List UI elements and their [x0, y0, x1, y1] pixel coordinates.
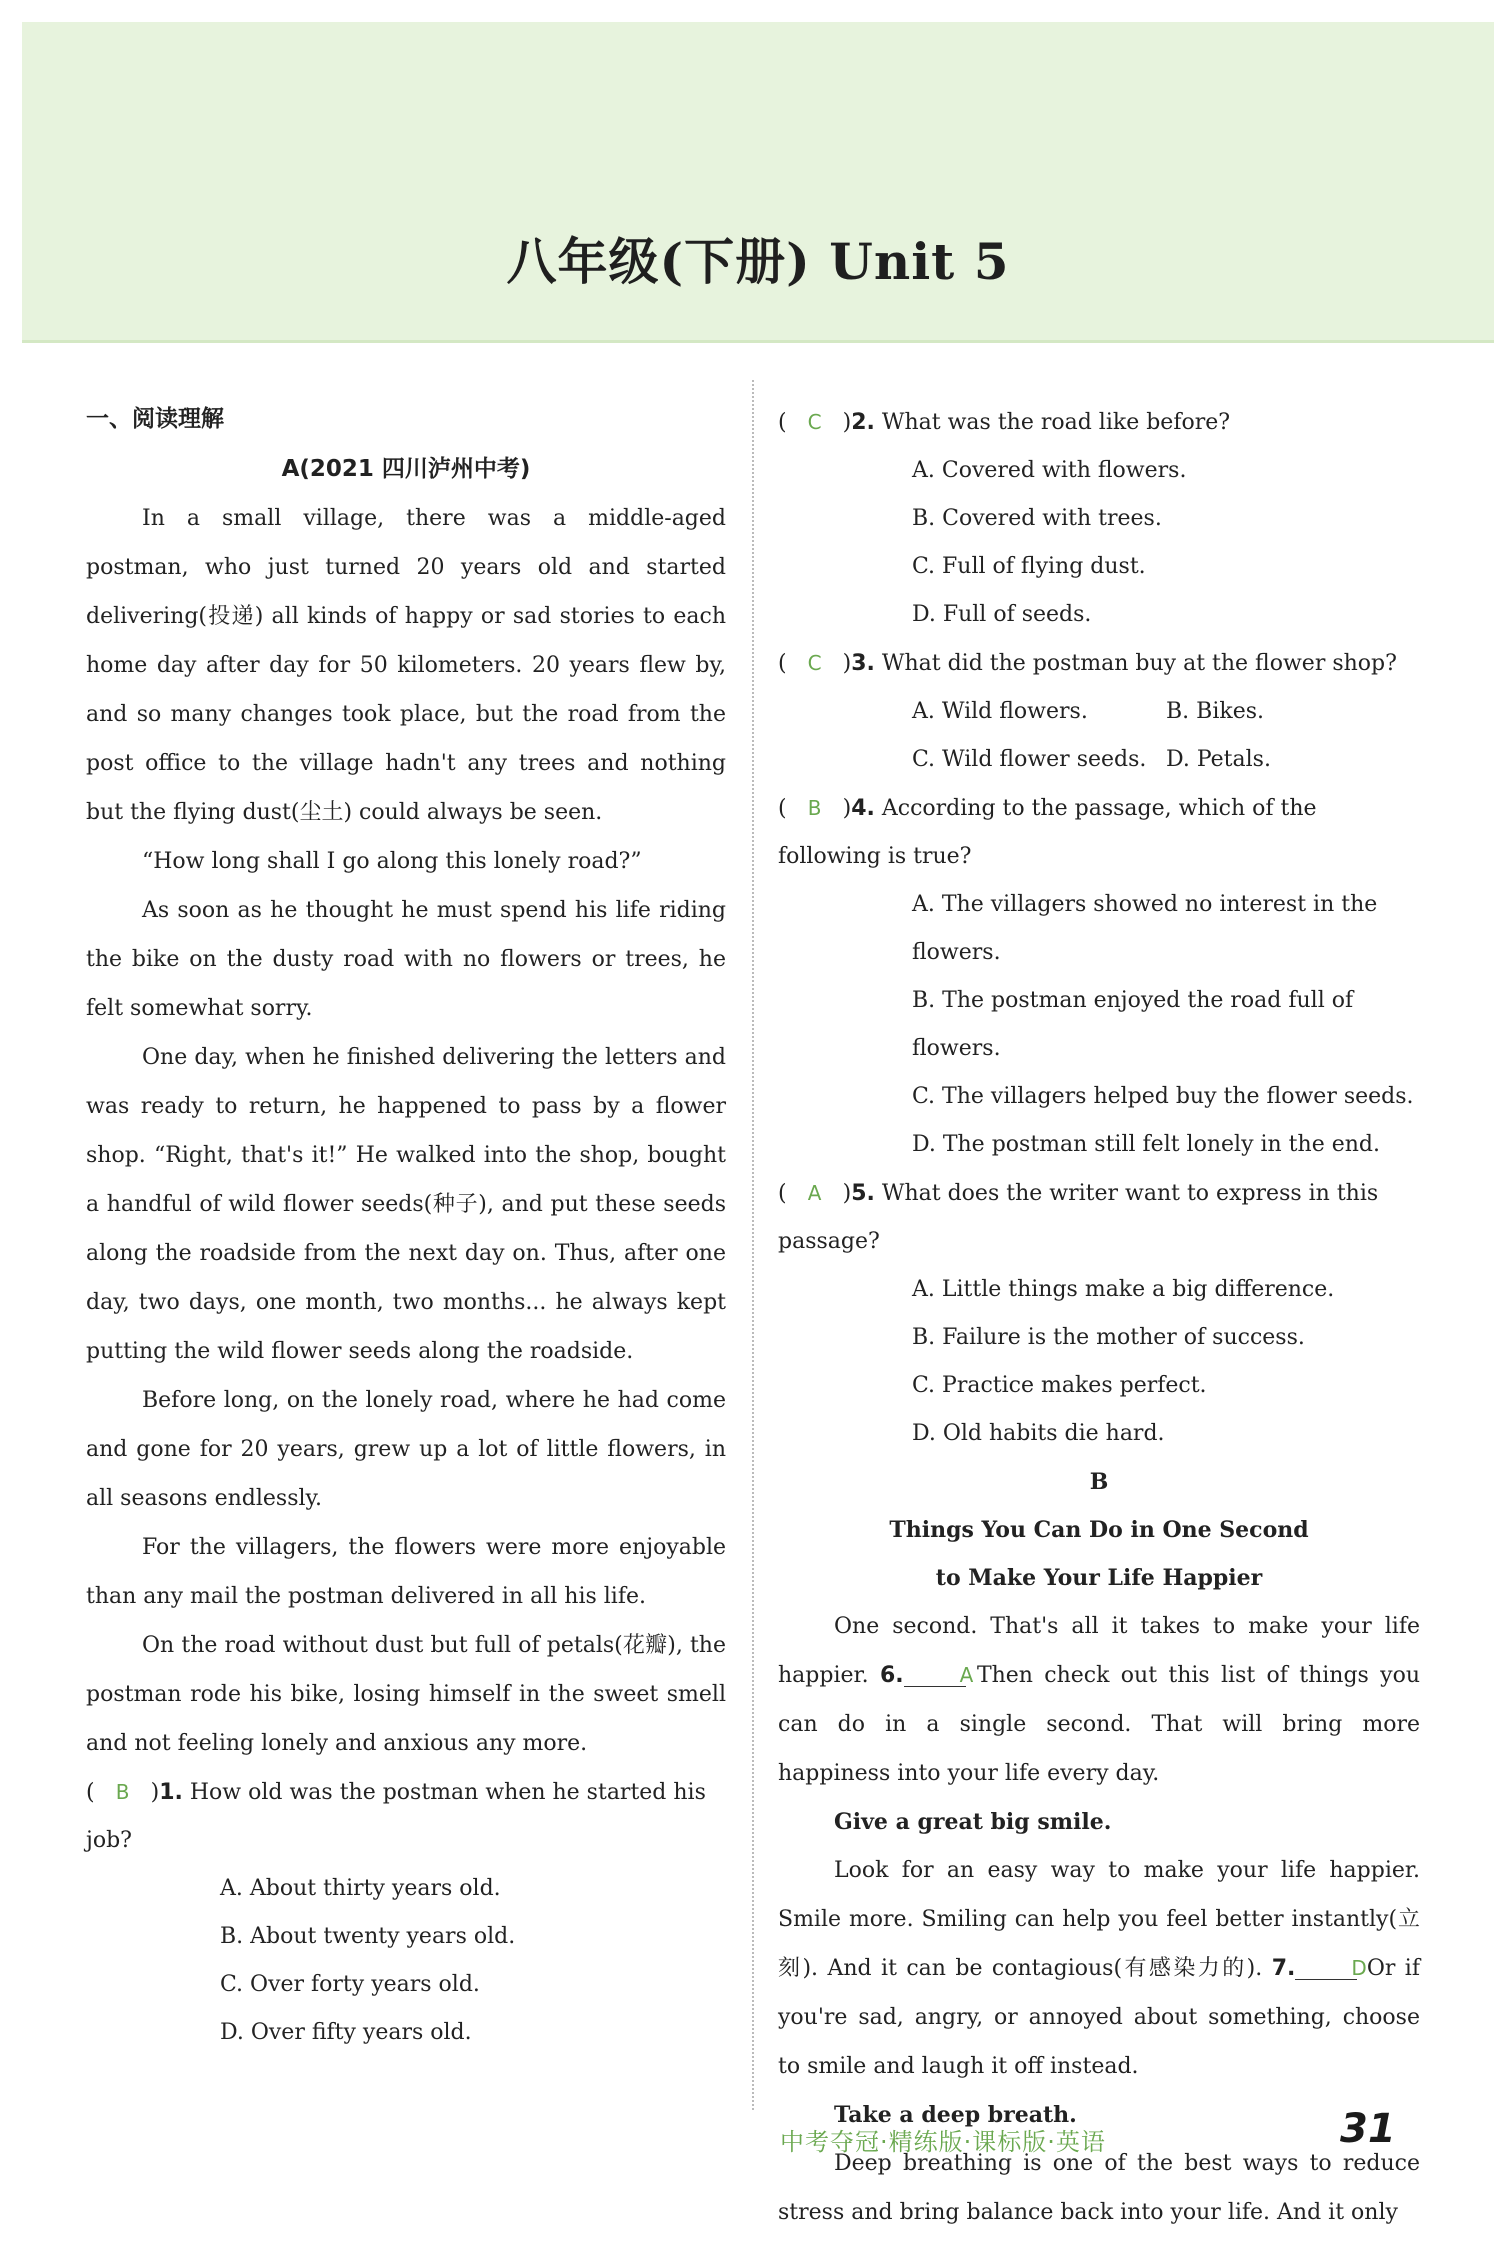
page-number: 31: [1340, 2106, 1396, 2152]
passage-a-paragraph: One day, when he finished delivering the letters and was ready to return, he happened to pass by a flower shop. “Right, that's it!” He walked into the shop, bought a handful of wild flower seeds(种子), and put these seeds along the roadside from the next day on. Thus, after one day, two days, one month, two months... he always kept putting the wild flower seeds along the roadside.: [86, 1045, 726, 1364]
option: B. Bikes.: [1166, 699, 1264, 724]
option-row: [912, 688, 1420, 736]
passage-b-heading: Give a great big smile.: [834, 1809, 1112, 1835]
option-row: [912, 736, 1420, 784]
passage-b-paragraph: Deep breathing is one of the best ways to reduce stress and bring balance back into your life. And it only: [778, 2151, 1420, 2225]
option: A. Little things make a big difference.: [912, 1277, 1335, 1302]
footer-text: 中考夺冠·精练版·课标版·英语: [780, 2128, 1106, 2156]
answer-1[interactable]: B: [115, 1780, 130, 1804]
option: D. The postman still felt lonely in the end.: [912, 1132, 1380, 1157]
question-5: ( A )5. What does the writer want to express in this passage?: [778, 1169, 1420, 1266]
option: B. About twenty years old.: [220, 1924, 516, 1949]
section-title: 一、阅读理解: [86, 406, 224, 432]
option: B. Covered with trees.: [912, 506, 1162, 531]
answer-4[interactable]: B: [807, 796, 822, 820]
blank-7[interactable]: D: [1295, 1957, 1357, 1980]
passage-b-heading: Take a deep breath.: [834, 2102, 1077, 2128]
passage-b-paragraph: Look for an easy way to make your life happier. Smile more. Smiling can help you feel better instantly(立刻). And it can be contagious(有感染力的). 7. D Or if you're sad, angry, or annoyed about something, choose to smile and laugh it off instead.: [778, 1858, 1420, 2079]
option: B. The postman enjoyed the road full of flowers.: [912, 988, 1354, 1061]
option: A. Wild flowers.: [912, 699, 1088, 724]
passage-a-paragraph: In a small village, there was a middle-aged postman, who just turned 20 years old and started delivering(投递) all kinds of happy or sad stories to each home day after day for 50 kilometers. 20 years flew by, and so many changes took place, but the road from the post office to the village hadn't any trees and nothing but the flying dust(尘土) could always be seen.: [86, 506, 726, 825]
question-1: ( B )1. How old was the postman when he started his job?: [86, 1768, 726, 1865]
question-4: ( B )4. According to the passage, which of the following is true?: [778, 784, 1420, 881]
question-number: 4.: [851, 796, 875, 821]
question-3: ( C )3. What did the postman buy at the flower shop?: [778, 639, 1420, 688]
passage-a-paragraph: For the villagers, the flowers were more enjoyable than any mail the postman delivered in all his life.: [86, 1535, 726, 1609]
blank-number: 6.: [879, 1663, 904, 1688]
answer-2[interactable]: C: [807, 410, 822, 434]
blank-6[interactable]: A: [904, 1664, 966, 1687]
option: C. Wild flower seeds.: [912, 747, 1147, 772]
question-number: 5.: [851, 1181, 875, 1206]
question-stem: What was the road like before?: [881, 410, 1231, 435]
page-title: 八年级(下册) Unit 5: [506, 232, 1010, 291]
passage-b-subtitle: to Make Your Life Happier: [935, 1565, 1263, 1591]
option: B. Failure is the mother of success.: [912, 1325, 1305, 1350]
option: A. About thirty years old.: [220, 1876, 501, 1901]
passage-b-paragraph: One second. That's all it takes to make your life happier. 6. A Then check out this list of things you can do in a single second. That will bring more happiness into your life every day.: [778, 1614, 1420, 1786]
passage-b-title: Things You Can Do in One Second: [889, 1517, 1309, 1543]
option: D. Full of seeds.: [912, 602, 1092, 627]
column-divider: [752, 380, 754, 2110]
answer-3[interactable]: C: [807, 651, 822, 675]
option: D. Petals.: [1166, 747, 1271, 772]
question-stem: How old was the postman when he started his job?: [86, 1780, 706, 1853]
question-number: 1.: [159, 1780, 183, 1805]
passage-a-paragraph: On the road without dust but full of petals(花瓣), the postman rode his bike, losing himself in the sweet smell and not feeling lonely and anxious any more.: [86, 1633, 726, 1756]
passage-a-paragraph: As soon as he thought he must spend his life riding the bike on the dusty road with no flowers or trees, he felt somewhat sorry.: [86, 898, 726, 1021]
passage-a-paragraph: Before long, on the lonely road, where he had come and gone for 20 years, grew up a lot of little flowers, in all seasons endlessly.: [86, 1388, 726, 1511]
header-band: [22, 22, 1494, 343]
blank-number: 7.: [1271, 1956, 1296, 1981]
passage-a-title: A(2021 四川泸州中考): [281, 456, 531, 482]
question-2: ( C )2. What was the road like before?: [778, 398, 1420, 447]
option: D. Old habits die hard.: [912, 1421, 1165, 1446]
question-stem: According to the passage, which of the following is true?: [778, 796, 1317, 869]
option: A. The villagers showed no interest in the flowers.: [912, 892, 1378, 965]
option: C. Over forty years old.: [220, 1972, 480, 1997]
question-stem: What does the writer want to express in this passage?: [778, 1181, 1379, 1254]
left-column: [86, 400, 726, 2057]
question-stem: What did the postman buy at the flower shop?: [881, 651, 1397, 676]
passage-a-paragraph: “How long shall I go along this lonely road?”: [142, 849, 642, 874]
option: A. Covered with flowers.: [912, 458, 1187, 483]
passage-b-label: B: [1089, 1469, 1109, 1495]
question-number: 2.: [851, 410, 875, 435]
question-number: 3.: [851, 651, 875, 676]
option: C. Practice makes perfect.: [912, 1373, 1207, 1398]
right-column: [778, 398, 1420, 2237]
option: D. Over fifty years old.: [220, 2020, 472, 2045]
option: C. Full of flying dust.: [912, 554, 1146, 579]
option: C. The villagers helped buy the flower seeds.: [912, 1084, 1414, 1109]
answer-5[interactable]: A: [807, 1181, 822, 1205]
